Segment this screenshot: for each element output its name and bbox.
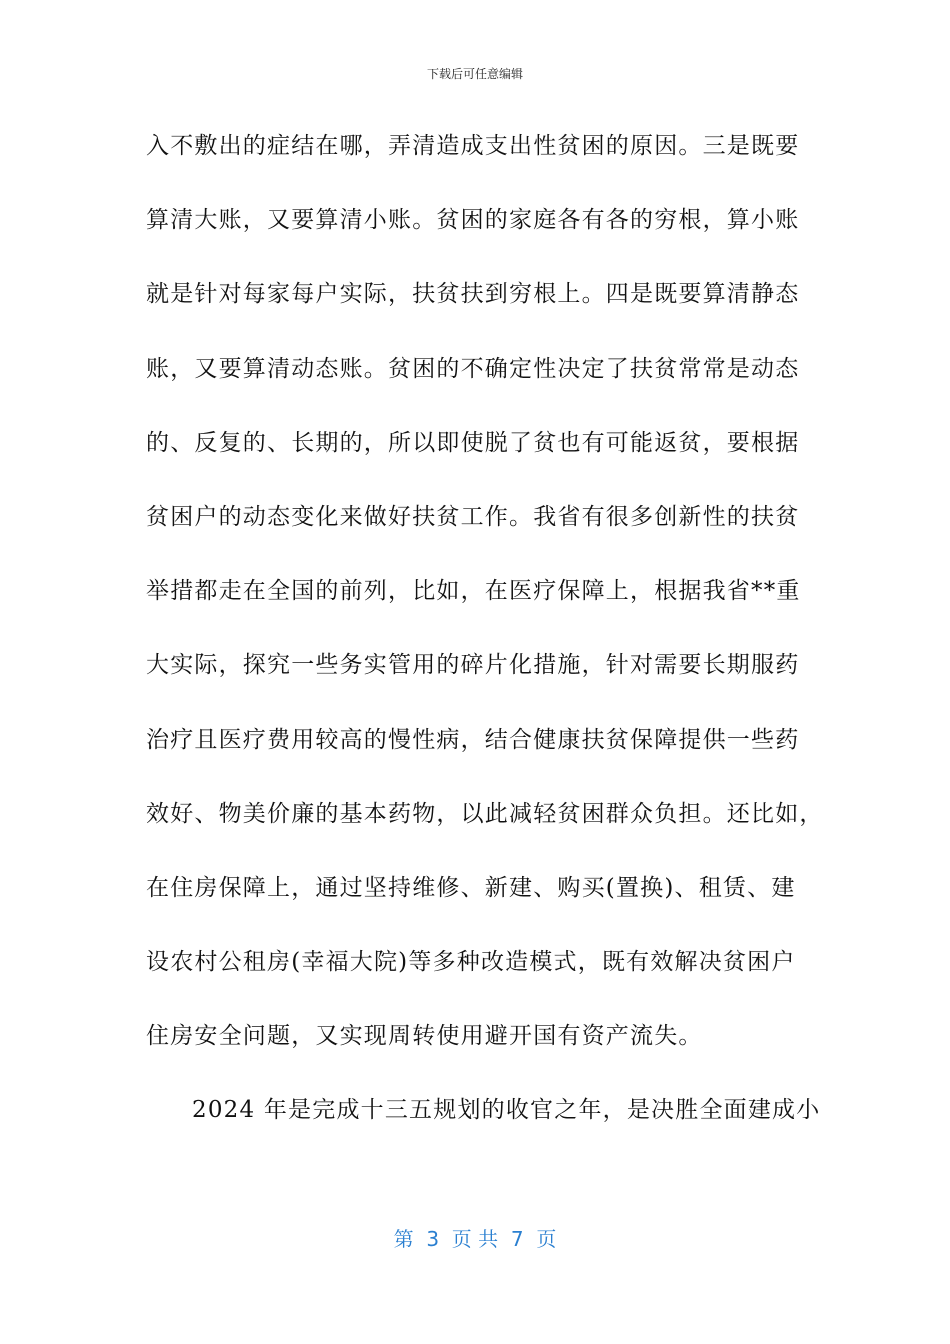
paragraph-first-line: 2024 年是完成十三五规划的收官之年，是决胜全面建成小 (192, 1097, 821, 1124)
page-number-footer: 第 3 页 共 7 页 (393, 1227, 557, 1251)
text-line: 设农村公租房(幸福大院)等多种改造模式，既有效解决贫困户 (146, 949, 796, 976)
text-line: 的、反复的、长期的，所以即使脱了贫也有可能返贫，要根据 (146, 429, 800, 456)
text-line: 住房安全问题，又实现周转使用避开国有资产流失。 (146, 1023, 703, 1050)
text-line: 大实际，探究一些务实管用的碎片化措施，针对需要长期服药 (146, 652, 800, 679)
text-line: 账，又要算清动态账。贫困的不确定性决定了扶贫常常是动态 (146, 355, 800, 382)
text-line: 贫困户的动态变化来做好扶贫工作。我省有很多创新性的扶贫 (146, 503, 800, 530)
page-header: 下载后可任意编辑 (426, 67, 523, 81)
document-body (146, 120, 824, 1159)
text-line: 举措都走在全国的前列，比如，在医疗保障上，根据我省**重 (146, 578, 801, 605)
text-line: 算清大账，又要算清小账。贫困的家庭各有各的穷根，算小账 (146, 207, 800, 234)
text-line: 就是针对每家每户实际，扶贫扶到穷根上。四是既要算清静态 (146, 281, 800, 308)
text-line: 在住房保障上，通过坚持维修、新建、购买(置换)、租赁、建 (146, 874, 796, 901)
text-line: 入不敷出的症结在哪，弄清造成支出性贫困的原因。三是既要 (146, 133, 800, 159)
text-line: 效好、物美价廉的基本药物，以此减轻贫困群众负担。还比如， (146, 800, 824, 827)
text-line: 治疗且医疗费用较高的慢性病，结合健康扶贫保障提供一些药 (146, 726, 800, 753)
